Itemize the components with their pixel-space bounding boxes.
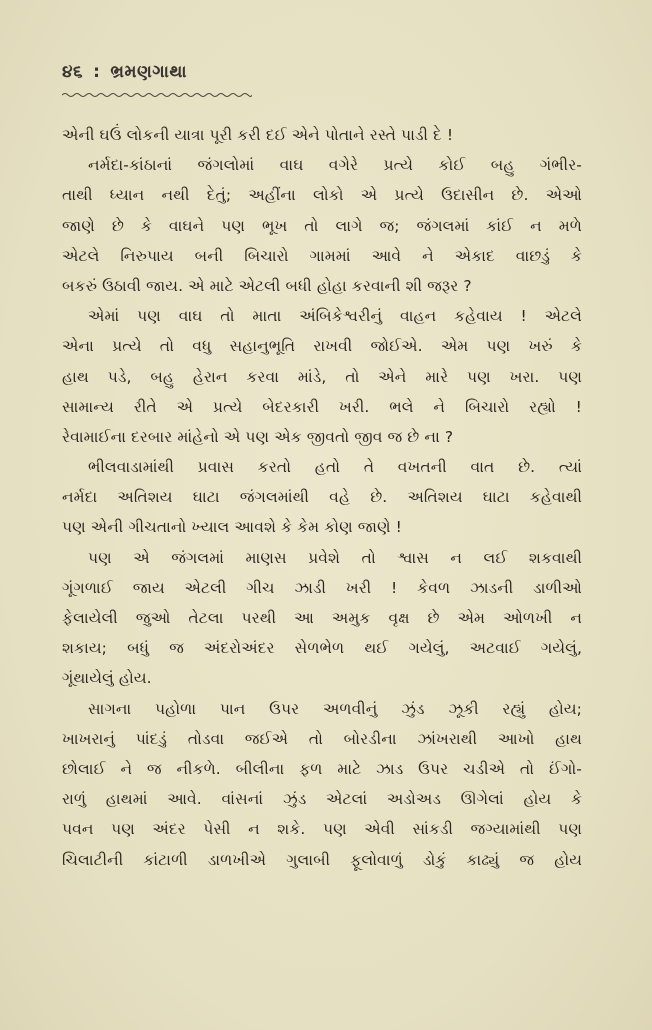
text-line: જાણે છે કે વાઘને પણ ભૂખ તો લાગે જ; જંગલમાં કાંઈ ન મળે xyxy=(62,216,582,235)
text-line: ગૂંગળાઈ જાય એટલી ગીચ ઝાડી ખરી ! કેવળ ઝાડની ડાળીઓ xyxy=(62,578,582,597)
text-line: બકરું ઉઠાવી જાય. એ માટે એટલી બધી હોહા કરવાની શી જરૂર ? xyxy=(62,276,472,295)
text-line: એમાં પણ વાઘ તો માતા અંબિકેશ્વરીનું વાહન કહેવાય ! એટલે xyxy=(88,307,582,326)
text-line: નર્મદા અતિશય ઘાટા જંગલમાંથી વહે છે. અતિશય ઘાટા કહેવાથી xyxy=(62,488,582,507)
text-line: હાથ પડે, બહુ હેરાન કરવા માંડે, તો એને મારે પણ ખરા. પણ xyxy=(62,367,582,386)
text-line: એની ઘઉં લોકની યાત્રા પૂરી કરી દઈ એને પોતાને રસ્તે પાડી દે ! xyxy=(62,126,454,144)
text-line: તાથી ધ્યાન નથી દેતું; અહીંના લોકો એ પ્રત્યે ઉદાસીન છે. એઓ xyxy=(62,186,582,205)
text-line: ખાખરાનું પાંદડું તોડવા જઈએ તો બોરડીના ઝાંખરાથી આખો હાથ xyxy=(62,729,582,748)
book-title: ભ્રમણગાથા xyxy=(110,62,188,82)
text-line: ભીલવાડામાંથી પ્રવાસ કરતો હતો તે વખતની વાત છે. ત્યાં xyxy=(88,458,582,477)
decorative-wavy-rule xyxy=(62,92,252,98)
text-line: એના પ્રત્યે તો વધુ સહાનુભૂતિ રાખવી જોઈએ. એમ પણ ખરું કે xyxy=(62,337,582,356)
header-separator: : xyxy=(93,62,101,82)
text-line: પવન પણ અંદર પેસી ન શકે. પણ એવી સાંકડી જગ્યામાંથી પણ xyxy=(62,820,582,839)
text-line: રાળું હાથમાં આવે. વાંસનાં ઝુંડ એટલાં અડોઅડ ઊગેલાં હોય કે xyxy=(62,790,582,809)
text-line: છોલાઈ ને જ નીકળે. બીલીના ફળ માટે ઝાડ ઉપર ચડીએ તો ઈંગો- xyxy=(62,759,582,778)
text-line: એટલે નિરુપાય બની બિચારો ગામમાં આવે ને એકાદ વાછડું કે xyxy=(62,246,582,265)
text-line: રેવામાઈના દરબાર માંહેનો એ પણ એક જીવતો જીવ જ છે ના ? xyxy=(62,427,454,446)
text-line: સાગના પહોળા પાન ઉપર અળવીનું ઝુંડ ઝૂકી રહ્યું હોય; xyxy=(88,699,582,718)
text-line: પણ એની ગીચતાનો ખ્યાલ આવશે કે કેમ કોણ જાણે ! xyxy=(62,518,402,537)
text-line: શકાય; બધું જ અંદરોઅંદર સેળભેળ થઈ ગયેલું, અટવાઈ ગયેલું, xyxy=(62,639,582,658)
body-text xyxy=(62,120,582,875)
text-line: ચિલાટીની કાંટાળી ડાળખીએ ગુલાબી ફૂલોવાળું ડોકું કાઢ્યું જ હોય xyxy=(62,850,582,869)
text-line: પણ એ જંગલમાં માણસ પ્રવેશે તો શ્વાસ ન લઈ શકવાથી xyxy=(88,548,582,567)
text-line: ફેલાયેલી જુઓ તેટલા પરથી આ અમુક વૃક્ષ છે એમ ઓળખી ન xyxy=(62,609,582,627)
page-number: ૪૬ xyxy=(62,62,84,82)
page-header xyxy=(62,62,187,82)
text-line: ગૂંથાયેલું હોય. xyxy=(62,669,152,688)
text-line: સામાન્ય રીતે એ પ્રત્યે બેદરકારી ખરી. ભલે ને બિચારો રહ્યો ! xyxy=(62,397,582,416)
text-line: નર્મદા-કાંઠાનાં જંગલોમાં વાઘ વગેરે પ્રત્યે કોઈ બહુ ગંભીર- xyxy=(88,156,582,175)
